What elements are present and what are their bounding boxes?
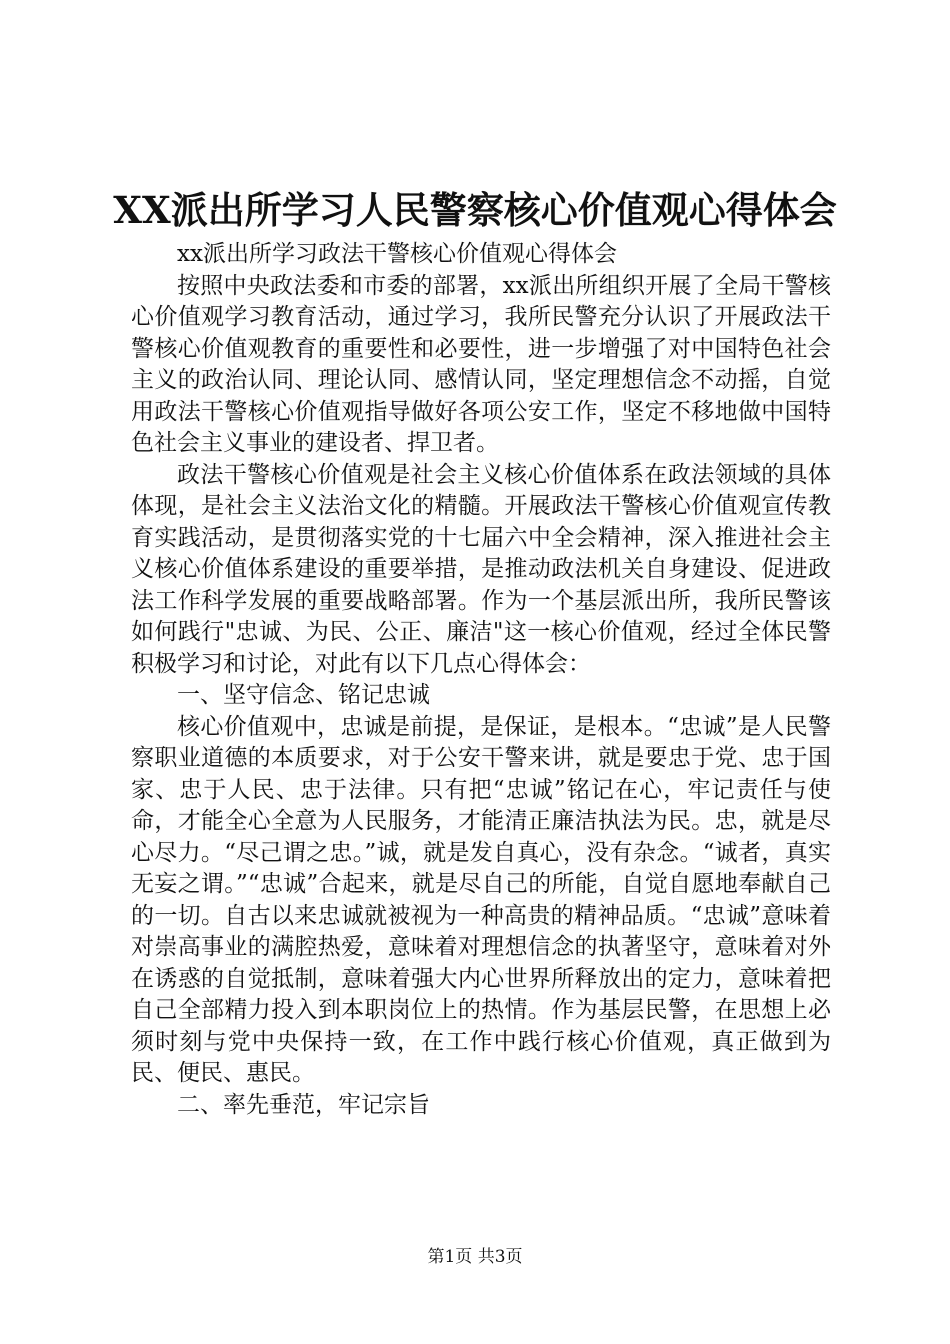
page-footer: 第1页 共3页 (427, 1247, 523, 1267)
body-paragraph: 政法干警核心价值观是社会主义核心价值体系在政法领域的具体体现，是社会主义法治文化的精髓。开展政法干警核心价值观宣传教育实践活动，是贯彻落实党的十七届六中全会精神，深入推进社会主义核心价值体系建设的重要举措，是推动政法机关自身建设、促进政法工作科学发展的重要战略部署。作为一个基层派出所，我所民警该如何践行"忠诚、为民、公正、廉洁"这一核心价值观，经过全体民警积极学习和讨论，对此有以下几点心得体会： (131, 461, 831, 677)
subtitle-paragraph: xx派出所学习政法干警核心价值观心得体会 (177, 241, 617, 267)
body-paragraph: 按照中央政法委和市委的部署，xx派出所组织开展了全局干警核心价值观学习教育活动，通过学习，我所民警充分认识了开展政法干警核心价值观教育的重要性和必要性，进一步增强了对中国特色社会主义的政治认同、理论认同、感情认同，坚定理想信念不动摇，自觉用政法干警核心价值观指导做好各项公安工作，坚定不移地做中国特色社会主义事业的建设者、捍卫者。 (131, 272, 831, 456)
section-heading: 一、坚守信念、铭记忠诚 (177, 682, 430, 708)
body-paragraph: 核心价值观中，忠诚是前提，是保证，是根本。“忠诚”是人民警察职业道德的本质要求，对于公安干警来讲，就是要忠于党、忠于国家、忠于人民、忠于法律。只有把“忠诚”铭记在心，牢记责任与使命，才能全心全意为人民服务，才能清正廉洁执法为民。忠，就是尽心尽力。“尽己谓之忠。”诚，就是发自真心，没有杂念。“诚者，真实无妄之谓。”“忠诚”合起来，就是尽自己的所能，自觉自愿地奉献自己的一切。自古以来忠诚就被视为一种高贵的精神品质。“忠诚”意味着对崇高事业的满腔热爱，意味着对理想信念的执著坚守，意味着对外在诱惑的自觉抵制，意味着强大内心世界所释放出的定力，意味着把自己全部精力投入到本职岗位上的热情。作为基层民警，在思想上必须时刻与党中央保持一致，在工作中践行核心价值观，真正做到为民、便民、惠民。 (131, 713, 831, 1086)
document-title: XX派出所学习人民警察核心价值观心得体会 (113, 188, 837, 232)
document-body (131, 239, 831, 1121)
section-heading: 二、率先垂范，牢记宗旨 (177, 1091, 430, 1118)
